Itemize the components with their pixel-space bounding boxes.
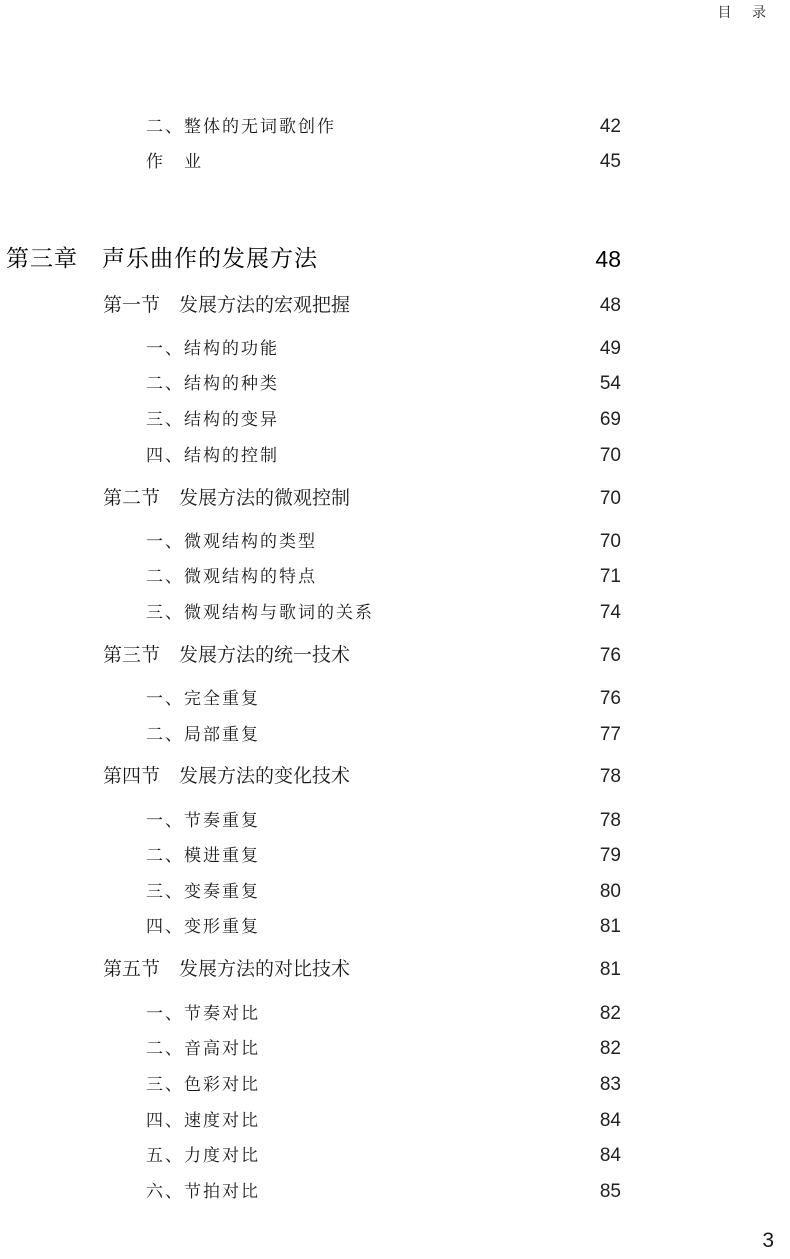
- toc-section-title: 第二节 发展方法的微观控制: [103, 488, 351, 509]
- toc-item-title: 四、速度对比: [146, 1111, 260, 1131]
- toc-item-title: 四、变形重复: [146, 917, 260, 937]
- toc-item[interactable]: [0, 1105, 790, 1137]
- toc-item-page: 74: [599, 602, 621, 623]
- toc-item-title: 三、微观结构与歌词的关系: [146, 603, 374, 623]
- toc-item-page: 82: [599, 1003, 621, 1024]
- toc-section[interactable]: [0, 761, 790, 793]
- toc-section-title: 第三节 发展方法的统一技术: [103, 645, 351, 666]
- toc-item[interactable]: [0, 998, 790, 1030]
- toc-item[interactable]: [0, 368, 790, 400]
- toc-item-page: 83: [599, 1074, 621, 1095]
- toc-item-title: 二、微观结构的特点: [146, 567, 317, 587]
- toc-item-title: 一、结构的功能: [146, 339, 279, 359]
- page-number: 3: [762, 1229, 774, 1252]
- toc-item-title: 一、节奏重复: [146, 811, 260, 831]
- toc-item[interactable]: [0, 440, 790, 472]
- toc-section-page: 70: [599, 488, 621, 509]
- toc-item-title: 作 业: [146, 152, 203, 172]
- toc-item[interactable]: [0, 1033, 790, 1065]
- toc-section-page: 81: [599, 959, 621, 980]
- toc-section[interactable]: [0, 290, 790, 322]
- toc-item-title: 四、结构的控制: [146, 446, 279, 466]
- toc-chapter[interactable]: [0, 243, 790, 275]
- toc-item[interactable]: [0, 404, 790, 436]
- toc-item-page: 84: [599, 1145, 621, 1166]
- toc-item-title: 二、整体的无词歌创作: [146, 117, 336, 137]
- toc-item-title: 三、结构的变异: [146, 410, 279, 430]
- toc-item[interactable]: [0, 597, 790, 629]
- toc-item-title: 二、局部重复: [146, 725, 260, 745]
- toc-item-page: 79: [599, 845, 621, 866]
- toc-item-title: 二、结构的种类: [146, 374, 279, 394]
- toc-item-title: 一、完全重复: [146, 689, 260, 709]
- toc-item-page: 78: [599, 810, 621, 831]
- toc-item-page: 42: [599, 116, 621, 137]
- toc-item-page: 82: [599, 1038, 621, 1059]
- toc-item[interactable]: [0, 1069, 790, 1101]
- toc-section[interactable]: [0, 954, 790, 986]
- toc-item-page: 71: [599, 566, 621, 587]
- toc-section[interactable]: [0, 483, 790, 515]
- toc-item[interactable]: [0, 1176, 790, 1208]
- toc-item[interactable]: [0, 911, 790, 943]
- toc-item[interactable]: [0, 876, 790, 908]
- toc-item-page: 49: [599, 338, 621, 359]
- toc-chapter-page: 48: [595, 246, 621, 272]
- toc-item[interactable]: [0, 840, 790, 872]
- toc-section-title: 第四节 发展方法的变化技术: [103, 766, 351, 787]
- toc-item-page: 69: [599, 409, 621, 430]
- toc-item[interactable]: [0, 805, 790, 837]
- toc-item-title: 六、节拍对比: [146, 1182, 260, 1202]
- toc-item[interactable]: [0, 719, 790, 751]
- running-head: 目 录: [717, 5, 774, 21]
- toc-section-title: 第五节 发展方法的对比技术: [103, 959, 351, 980]
- toc-item[interactable]: [0, 561, 790, 593]
- toc-item-page: 80: [599, 881, 621, 902]
- toc-item-page: 76: [599, 688, 621, 709]
- toc-section[interactable]: [0, 640, 790, 672]
- toc-item-page: 81: [599, 916, 621, 937]
- toc-item[interactable]: [0, 111, 790, 143]
- toc-item[interactable]: [0, 1140, 790, 1172]
- toc-section-page: 78: [599, 766, 621, 787]
- toc-chapter-title: 第三章 声乐曲作的发展方法: [6, 246, 318, 272]
- toc-item-title: 三、变奏重复: [146, 882, 260, 902]
- toc-item-page: 70: [599, 445, 621, 466]
- toc-item-page: 45: [599, 151, 621, 172]
- toc-item-title: 三、色彩对比: [146, 1075, 260, 1095]
- toc-section-page: 76: [599, 645, 621, 666]
- toc-item-title: 五、力度对比: [146, 1146, 260, 1166]
- toc-item-title: 二、模进重复: [146, 846, 260, 866]
- toc-item-page: 77: [599, 724, 621, 745]
- toc-item-page: 84: [599, 1110, 621, 1131]
- toc-item[interactable]: [0, 333, 790, 365]
- toc-item[interactable]: [0, 146, 790, 178]
- toc-item-page: 70: [599, 531, 621, 552]
- toc-item-title: 一、微观结构的类型: [146, 532, 317, 552]
- toc-item[interactable]: [0, 683, 790, 715]
- toc-item[interactable]: [0, 526, 790, 558]
- toc-item-title: 一、节奏对比: [146, 1004, 260, 1024]
- toc-item-page: 54: [599, 373, 621, 394]
- toc-section-title: 第一节 发展方法的宏观把握: [103, 295, 351, 316]
- toc-item-title: 二、音高对比: [146, 1039, 260, 1059]
- toc-section-page: 48: [599, 295, 621, 316]
- toc-item-page: 85: [599, 1181, 621, 1202]
